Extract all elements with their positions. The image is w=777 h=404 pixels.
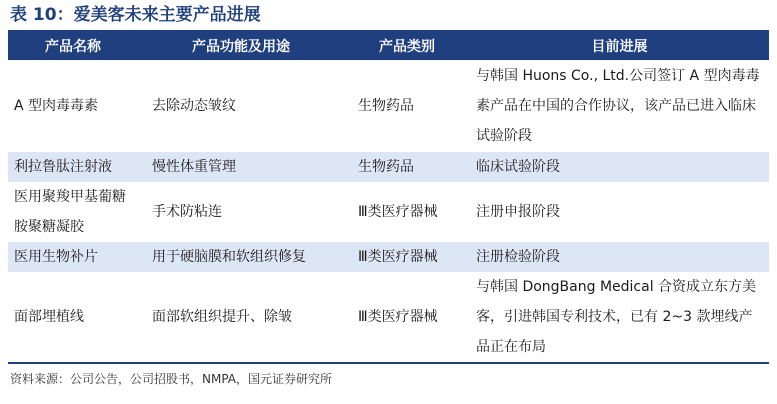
source-note: 资料来源：公司公告，公司招股书，NMPA，国元证券研究所	[10, 372, 333, 386]
table-row	[8, 152, 769, 182]
cell-function: 慢性体重管理	[138, 152, 344, 182]
header-category: 产品类别	[344, 32, 470, 60]
table-row	[8, 242, 769, 272]
header-progress: 目前进展	[470, 32, 769, 60]
table-row	[8, 60, 769, 152]
cell-progress: 临床试验阶段	[470, 152, 769, 182]
cell-function: 手术防粘连	[152, 204, 222, 220]
cell-progress: 与韩国 Huons Co., Ltd.公司签订 A 型肉毒毒素产品在中国的合作协议，该产品已进入临床试验阶段	[476, 68, 760, 144]
cell-category: 生物药品	[358, 98, 414, 114]
cell-product-name: A 型肉毒毒素	[14, 98, 99, 114]
cell-product-name: 医用聚羧甲基葡糖胺聚糖凝胶	[14, 189, 126, 235]
header-product-name: 产品名称	[8, 32, 138, 60]
cell-category: Ⅲ类医疗器械	[358, 204, 438, 220]
products-table	[8, 32, 769, 362]
header-function: 产品功能及用途	[138, 32, 344, 60]
cell-function: 去除动态皱纹	[152, 98, 236, 114]
cell-category: 生物药品	[344, 152, 470, 182]
cell-product-name: 面部埋植线	[14, 309, 84, 325]
table-row	[8, 182, 769, 242]
cell-category: Ⅲ类医疗器械	[344, 242, 470, 272]
table-title: 表 10：爱美客未来主要产品进展	[10, 5, 261, 25]
cell-function: 面部软组织提升、除皱	[152, 309, 292, 325]
cell-product-name: 利拉鲁肽注射液	[8, 152, 138, 182]
cell-product-name: 医用生物补片	[8, 242, 138, 272]
cell-progress: 注册检验阶段	[470, 242, 769, 272]
table-header-row	[8, 32, 769, 60]
table-bottom-divider	[8, 362, 769, 364]
cell-progress: 与韩国 DongBang Medical 合资成立东方美客，引进韩国专利技术，已有 2~3 款埋线产品正在布局	[476, 279, 757, 355]
cell-progress: 注册申报阶段	[476, 204, 560, 220]
cell-function: 用于硬脑膜和软组织修复	[138, 242, 344, 272]
table-row	[8, 272, 769, 362]
cell-category: Ⅲ类医疗器械	[358, 309, 438, 325]
